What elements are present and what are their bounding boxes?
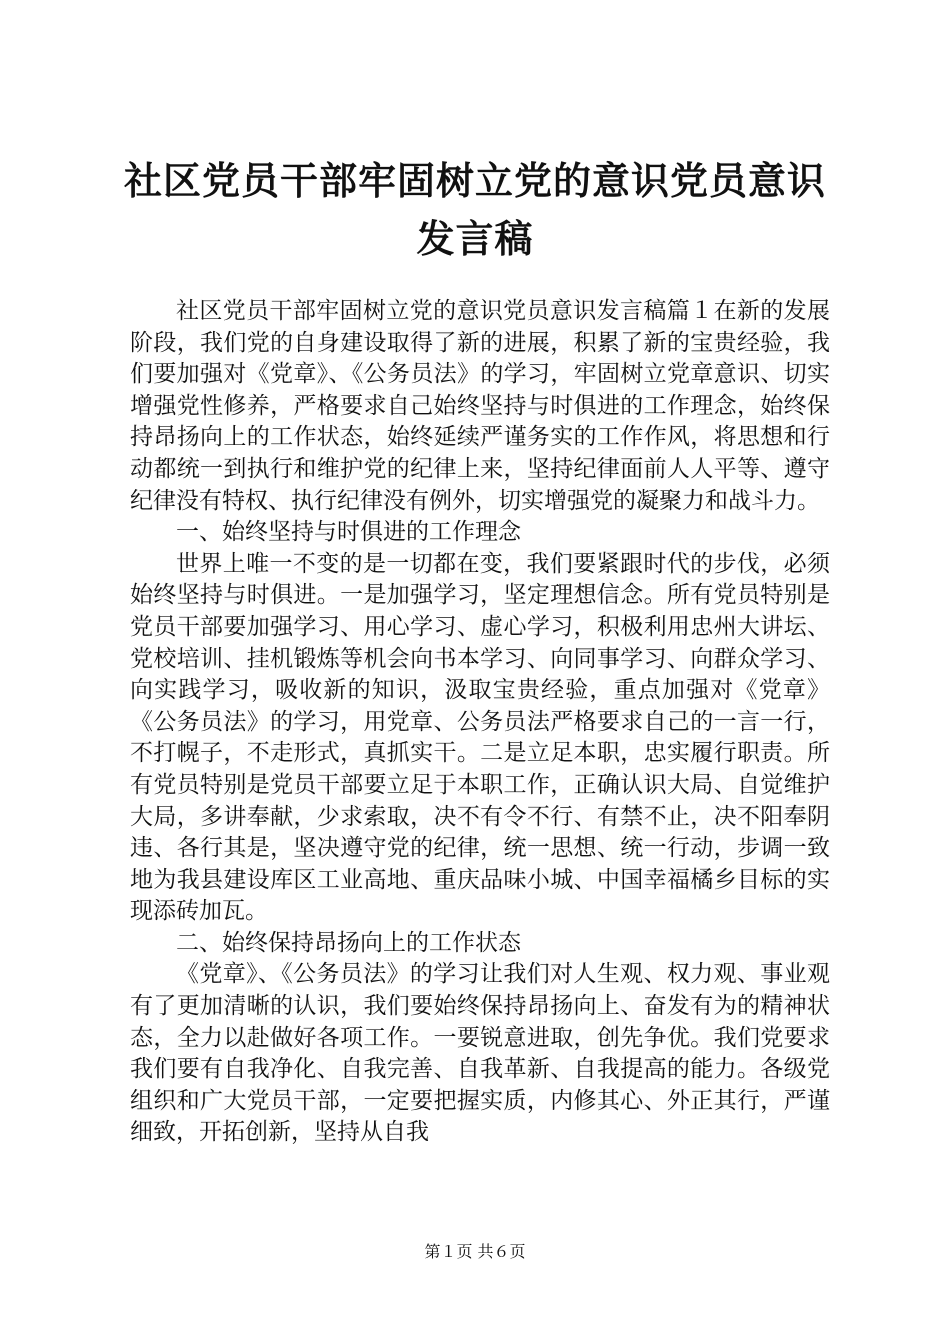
- section-heading-2: 二、始终保持昂扬向上的工作状态: [176, 929, 521, 956]
- section-2-paragraph: 《党章》、《公务员法》的学习让我们对人生观、权力观、事业观有了更加清晰的认识，我们要始终保持昂扬向上、奋发有为的精神状态，全力以赴做好各项工作。一要锐意进取，创先争优。我们党要求我们要有自我净化、自我完善、自我革新、自我提高的能力。各级党组织和广大党员干部，一定要把握实质，内修其心、外正其行，严谨细致，开拓创新，坚持从自我: [130, 961, 830, 1146]
- intro-paragraph: 社区党员干部牢固树立党的意识党员意识发言稿篇１在新的发展阶段，我们党的自身建设取得了新的进展，积累了新的宝贵经验，我们要加强对《党章》、《公务员法》的学习，牢固树立党章意识、切实增强党性修养，严格要求自己始终坚持与时俱进的工作理念，始终保持昂扬向上的工作状态，始终延续严谨务实的工作作风，将思想和行动都统一到执行和维护党的纪律上来，坚持纪律面前人人平等、遵守纪律没有特权、执行纪律没有例外，切实增强党的凝聚力和战斗力。: [130, 298, 830, 514]
- section-heading-1: 一、始终坚持与时俱进的工作理念: [176, 519, 521, 546]
- section-1-paragraph: 世界上唯一不变的是一切都在变，我们要紧跟时代的步伐，必须始终坚持与时俱进。一是加强学习，坚定理想信念。所有党员特别是党员干部要加强学习、用心学习、虚心学习，积极利用忠州大讲坛、党校培训、挂机锻炼等机会向书本学习、向同事学习、向群众学习、向实践学习，吸收新的知识，汲取宝贵经验，重点加强对《党章》《公务员法》的学习，用党章、公务员法严格要求自己的一言一行，不打幌子，不走形式，真抓实干。二是立足本职，忠实履行职责。所有党员特别是党员干部要立足于本职工作，正确认识大局、自觉维护大局，多讲奉献，少求索取，决不有令不行、有禁不止，决不阳奉阴违、各行其是，坚决遵守党的纪律，统一思想、统一行动，步调一致地为我县建设库区工业高地、重庆品味小城、中国幸福橘乡目标的实现添砖加瓦。: [130, 550, 830, 925]
- document-body: [130, 296, 830, 1149]
- page-number-footer: 第１页 共６页: [424, 1242, 526, 1261]
- document-title: 社区党员干部牢固树立党的意识党员意识发言稿: [123, 158, 826, 261]
